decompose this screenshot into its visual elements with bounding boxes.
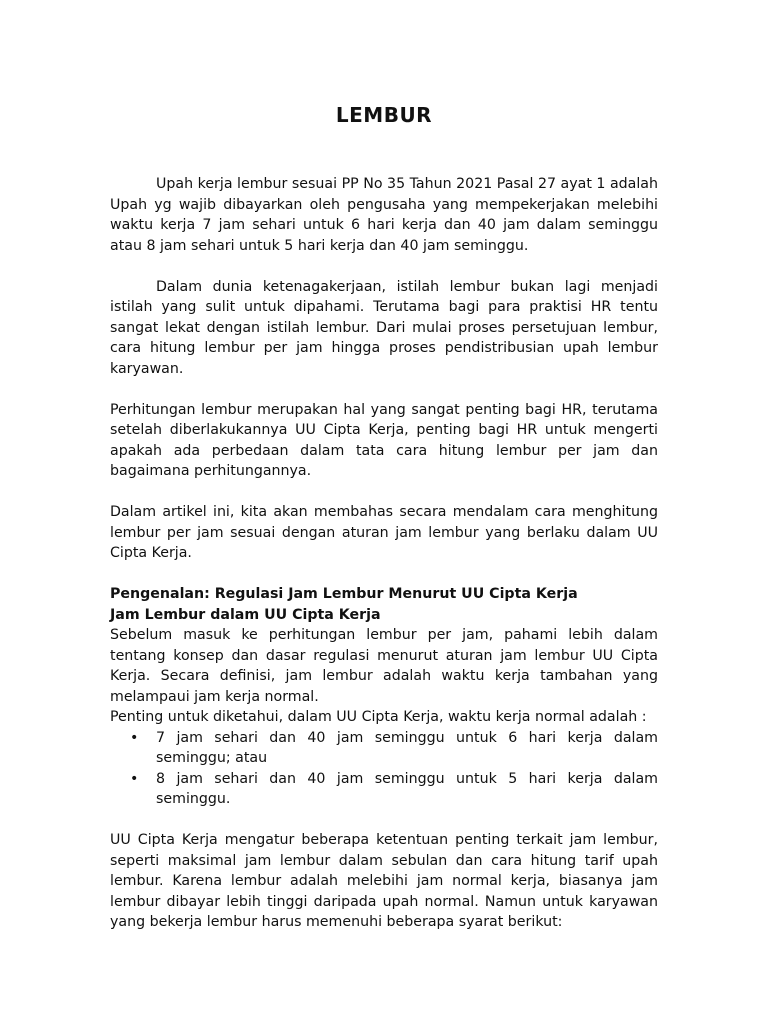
list-item [110,728,658,769]
document-title: LEMBUR [335,103,433,127]
list-item [110,769,658,810]
paragraph-artikel: Dalam artikel ini, kita akan membahas secara mendalam cara menghitung lembur per jam sesuai dengan aturan jam lembur yang berlaku dalam UU Cipta Kerja. [110,504,658,561]
bullet-icon: • [130,770,139,787]
paragraph-waktu-kerja-normal: Penting untuk diketahui, dalam UU Cipta Kerja, waktu kerja normal adalah : [110,709,647,725]
list-item-text: 8 jam sehari dan 40 jam seminggu untuk 5 hari kerja dalam seminggu. [156,770,658,807]
paragraph-perhitungan-lembur: Perhitungan lembur merupakan hal yang sangat penting bagi HR, terutama setelah diberlakukannya UU Cipta Kerja, penting bagi HR untuk mengerti apakah ada perbedaan dalam tata cara hitung lembur per jam dan bagaimana perhitungannya. [110,401,658,479]
section-heading-pengenalan: Pengenalan: Regulasi Jam Lembur Menurut UU Cipta Kerja [110,586,578,602]
bullet-icon: • [130,729,139,746]
section-heading-jam-lembur: Jam Lembur dalam UU Cipta Kerja [110,606,381,623]
bullet-list [110,728,658,810]
paragraph-intro: Upah kerja lembur sesuai PP No 35 Tahun 2021 Pasal 27 ayat 1 adalah Upah yg wajib dibayarkan oleh pengusaha yang mempekerjakan melebihi waktu kerja 7 jam sehari untuk 6 hari kerja dan 40 jam dalam seminggu atau 8 jam sehari untuk 5 hari kerja dan 40 jam seminggu. [110,176,658,254]
paragraph-definisi: Sebelum masuk ke perhitungan lembur per jam, pahami lebih dalam tentang konsep dan dasar regulasi menurut aturan jam lembur UU Cipta Kerja. Secara definisi, jam lembur adalah waktu kerja tambahan yang melampaui jam kerja normal. [110,627,658,705]
paragraph-ketentuan-lembur: UU Cipta Kerja mengatur beberapa ketentuan penting terkait jam lembur, seperti maksimal jam lembur dalam sebulan dan cara hitung tarif upah lembur. Karena lembur adalah melebihi jam normal kerja, biasanya jam lembur dibayar lebih tinggi daripada upah normal. Namun untuk karyawan yang bekerja lembur harus memenuhi beberapa syarat berikut: [110,832,658,930]
document-body [110,174,658,933]
list-item-text: 7 jam sehari dan 40 jam seminggu untuk 6 hari kerja dalam seminggu; atau [156,729,658,766]
paragraph-dunia-ketenagakerjaan: Dalam dunia ketenagakerjaan, istilah lembur bukan lagi menjadi istilah yang sulit untuk dipahami. Terutama bagi para praktisi HR tentu sangat lekat dengan istilah lembur. Dari mulai proses persetujuan lembur, cara hitung lembur per jam hingga proses pendistribusian upah lembur karyawan. [110,278,658,377]
